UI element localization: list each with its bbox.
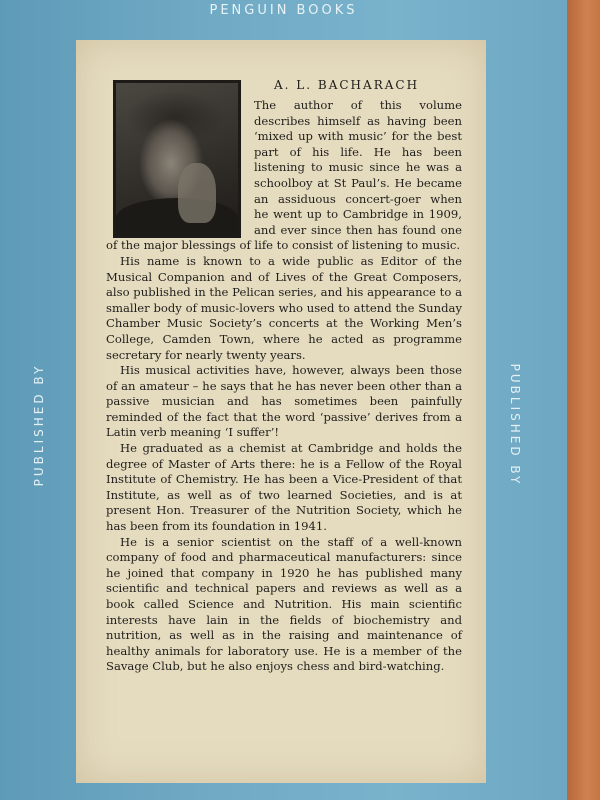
author-bio-panel xyxy=(76,40,486,783)
published-by-right: PUBLISHED BY xyxy=(508,363,522,487)
publisher-title: PENGUIN BOOKS xyxy=(209,3,358,18)
bio-paragraph-4: He graduated as a chemist at Cambridge and holds the degree of Master of Arts there: he is a Fellow of the Royal Institute of Chemistry. He has been a Vice-President of that Institute, as well as of two learned Societies, and is at present Hon. Treasurer of the Nutrition Society, which he has been from its foundation in 1941. xyxy=(106,441,462,534)
bio-paragraph-2: His name is known to a wide public as Editor of the Musical Companion and of Lives of the Great Composers, also published in the Pelican series, and his appearance to a smaller body of music-lovers who used to attend the Sunday Chamber Music Society’s concerts at the Working Men’s College, Camden Town, where he acted as programme secretary for nearly twenty years. xyxy=(106,253,462,362)
table-surface xyxy=(567,0,600,800)
author-name: A. L. BACHARACH xyxy=(274,78,420,92)
portrait-spacer xyxy=(106,98,254,236)
bio-paragraph-5: He is a senior scientist on the staff of a well-known company of food and pharmaceutical manufacturers: since he joined that company in 1920 he has published many scientific and technical papers and reviews as well as a book called Science and Nutrition. His main scientific interests have lain in the fields of biochemistry and nutrition, as well as in the raising and maintenance of healthy animals for laboratory use. He is a member of the Savage Club, but he also enjoys chess and bird-watching. xyxy=(106,534,462,674)
bio-paragraph-1: The author of this volume describes himself as having been ‘mixed up with music’ for the best part of his life. He has been listening to music since he was a schoolboy at St Paul’s. He became an assiduous concert-goer when he went up to Cambridge in 1909, and ever since then has found one of the major blessings of life to consist of listening to music. xyxy=(106,98,462,253)
bio-paragraph-3: His musical activities have, however, always been those of an amateur – he says that he has never been other than a passive musician and has sometimes been painfully reminded of the fact that the word ‘passive’ derives from a Latin verb meaning ‘I suffer’! xyxy=(106,363,462,440)
author-bio xyxy=(106,98,462,675)
published-by-left: PUBLISHED BY xyxy=(32,363,46,487)
